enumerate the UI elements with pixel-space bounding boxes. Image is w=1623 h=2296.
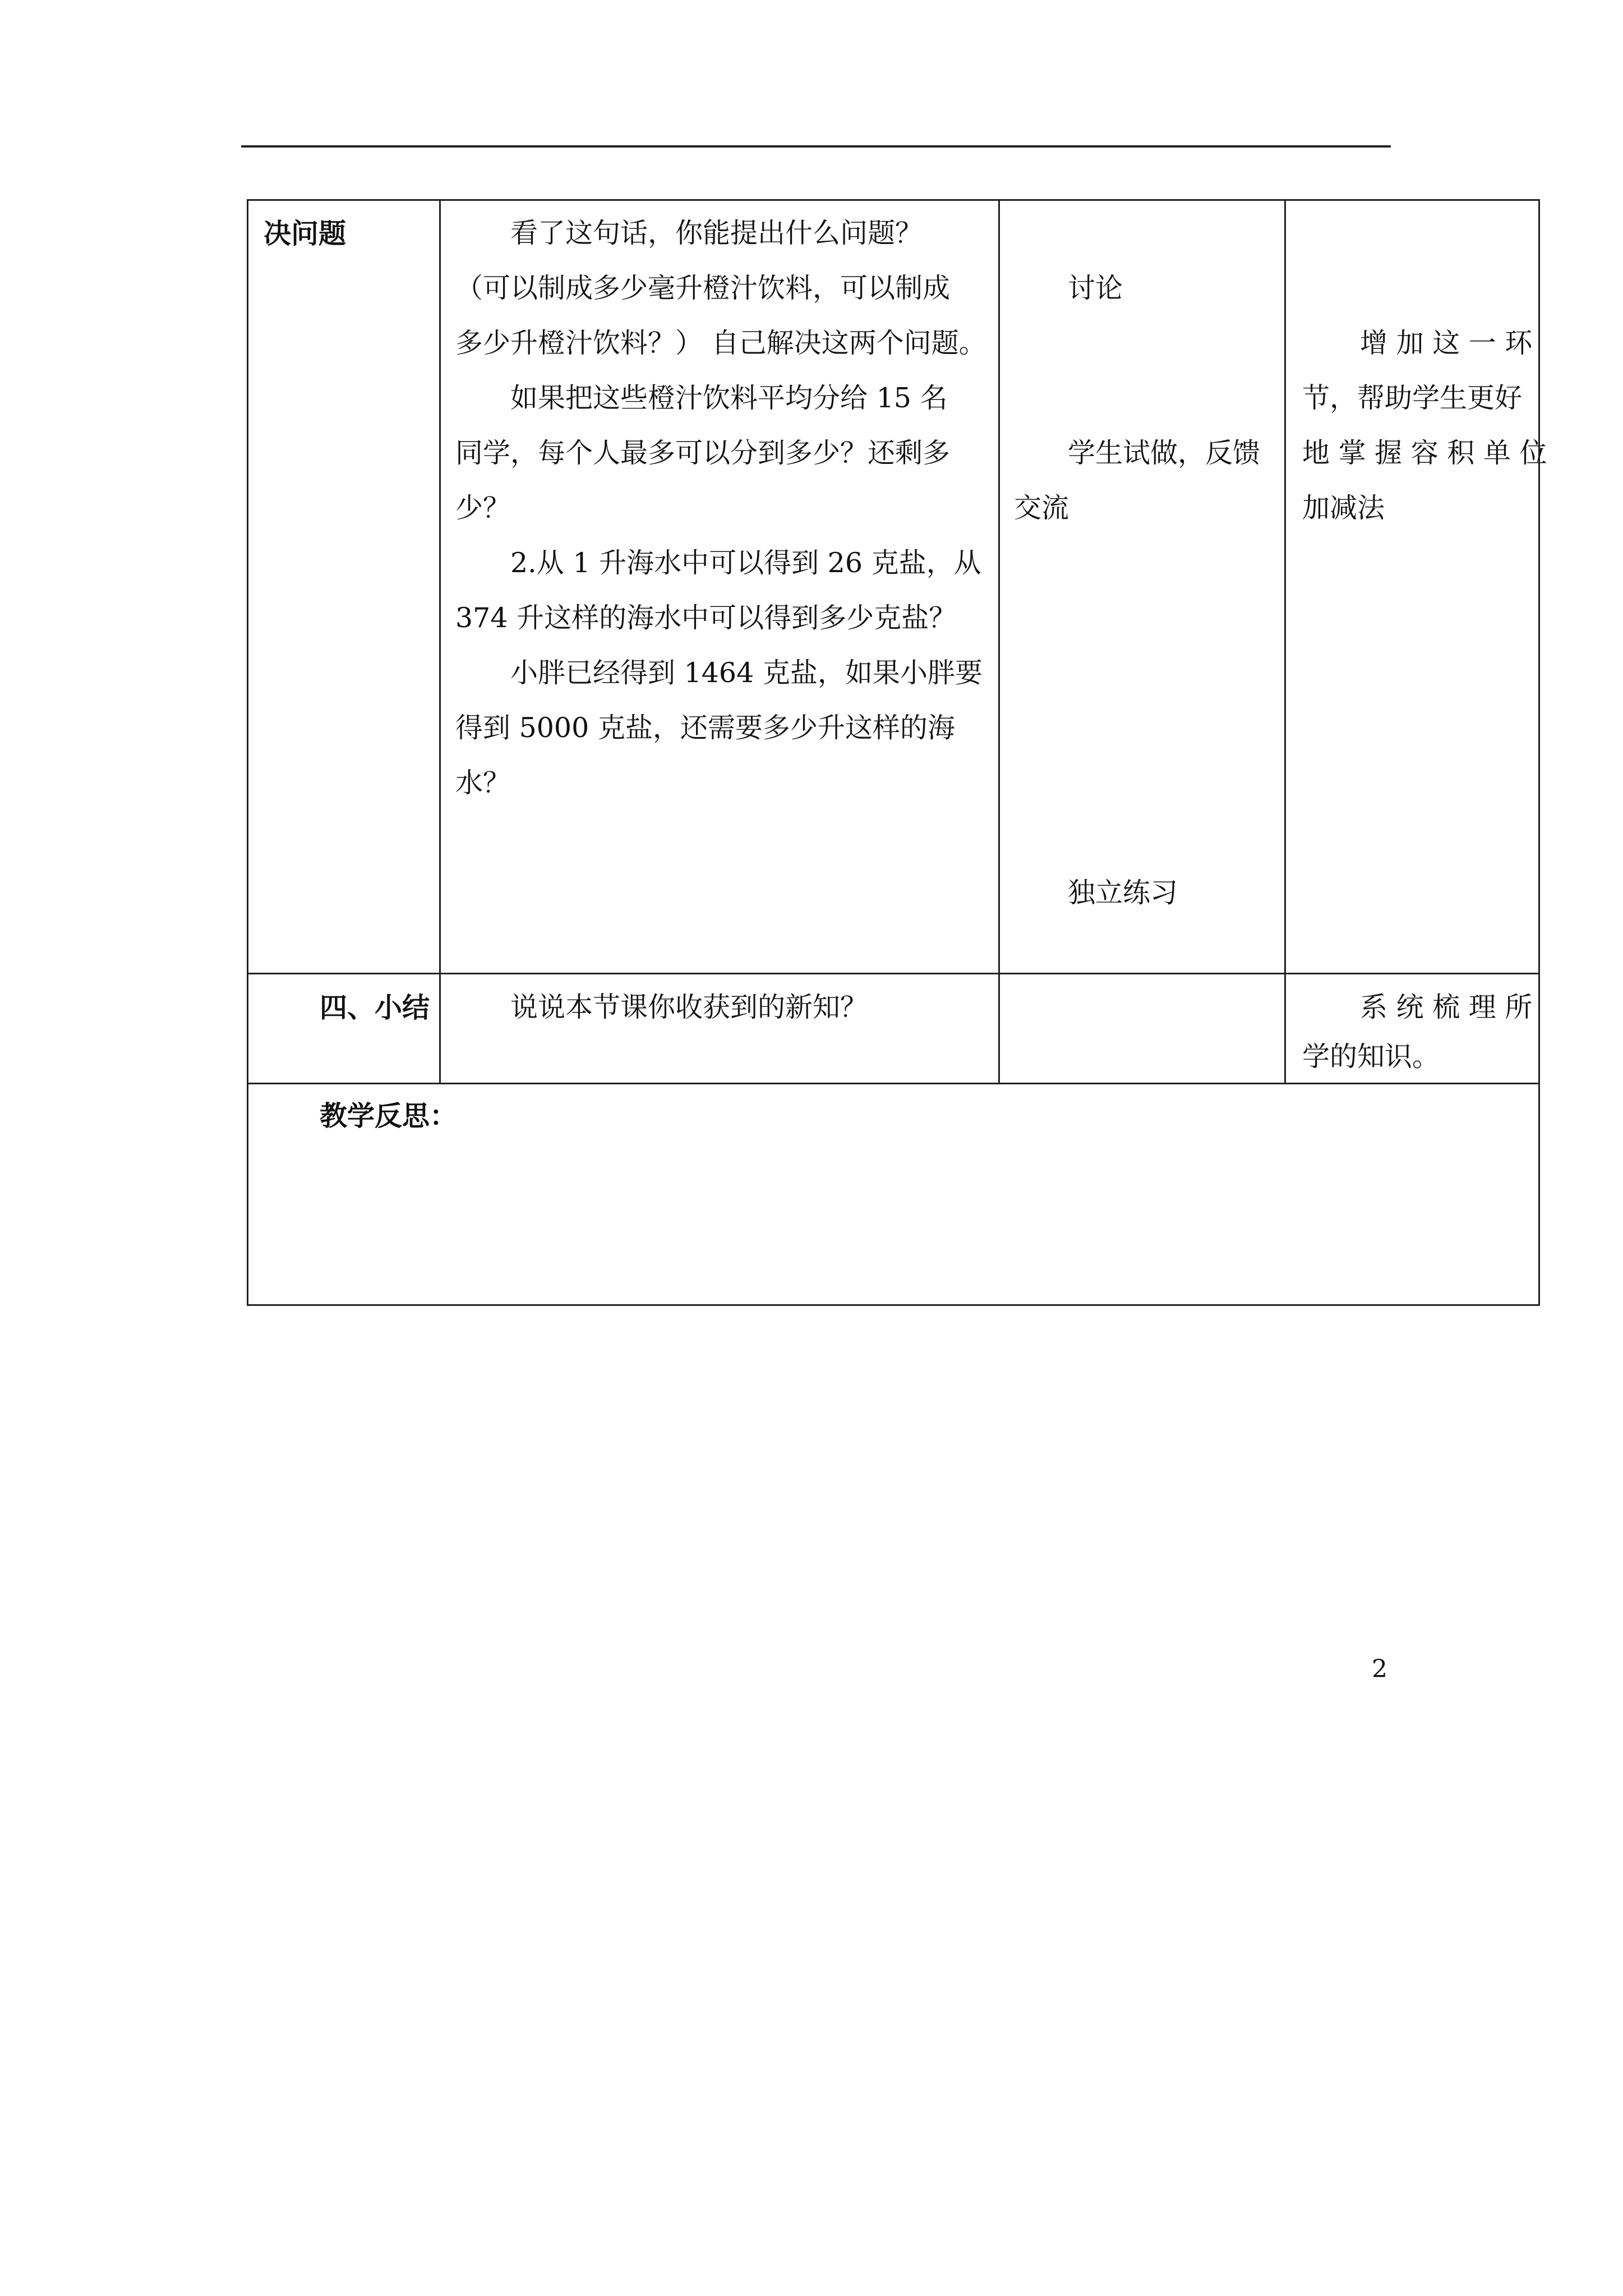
content-line: 看了这句话，你能提出什么问题？ xyxy=(510,217,923,249)
activity-try-cont: 交流 xyxy=(1014,492,1069,524)
reflection-label: 教学反思： xyxy=(320,1099,458,1132)
summary-question: 说说本节课你收获到的新知？ xyxy=(510,991,868,1023)
header-rule xyxy=(241,145,1391,148)
content-line: 多少升橙汁饮料？） 自己解决这两个问题。 xyxy=(455,327,986,359)
summary-purpose: 系 统 梳 理 所 xyxy=(1360,991,1533,1023)
table-left-border xyxy=(247,199,248,1304)
content-line: 同学，每个人最多可以分到多少？还剩多 xyxy=(455,437,951,469)
table-bottom-border xyxy=(247,1304,1540,1306)
activity-discuss: 讨论 xyxy=(1068,272,1123,304)
column-divider-3 xyxy=(1284,199,1286,1083)
table-right-border xyxy=(1538,199,1540,1304)
content-line: 得到 5000 克盐，还需要多少升这样的海 xyxy=(455,712,955,744)
purpose-line: 增 加 这 一 环 xyxy=(1360,327,1533,359)
purpose-line: 加减法 xyxy=(1302,492,1385,524)
summary-purpose-cont: 学的知识。 xyxy=(1302,1041,1440,1073)
activity-practice: 独立练习 xyxy=(1068,877,1178,909)
activity-try: 学生试做，反馈 xyxy=(1068,437,1261,469)
summary-label: 四、小结 xyxy=(320,991,430,1024)
content-line: 如果把这些橙汁饮料平均分给 15 名 xyxy=(510,382,948,414)
content-line: 小胖已经得到 1464 克盐，如果小胖要 xyxy=(510,657,983,689)
column-divider-2 xyxy=(998,199,1000,1083)
content-line: 374 升这样的海水中可以得到多少克盐？ xyxy=(455,602,957,634)
column-divider-1 xyxy=(439,199,441,1083)
purpose-line: 地 掌 握 容 积 单 位 xyxy=(1302,437,1547,469)
content-line: 少？ xyxy=(455,492,511,524)
purpose-line: 节，帮助学生更好 xyxy=(1302,382,1523,414)
content-line: （可以制成多少毫升橙汁饮料，可以制成 xyxy=(455,272,951,304)
content-line: 2.从 1 升海水中可以得到 26 克盐，从 xyxy=(510,547,981,579)
page-number: 2 xyxy=(1372,1655,1387,1683)
content-line: 水？ xyxy=(455,767,511,799)
lesson-table xyxy=(247,199,1547,1304)
stage-label: 决问题 xyxy=(264,217,347,250)
